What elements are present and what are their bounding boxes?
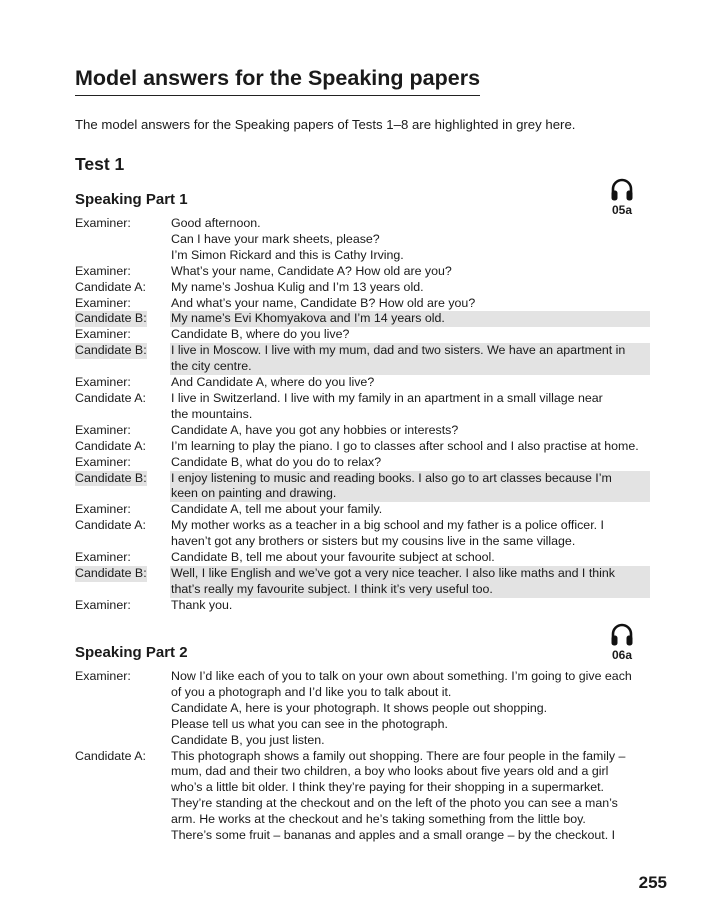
dialogue-line: Candidate A, tell me about your family. bbox=[171, 502, 383, 517]
dialogue-line: There’s some fruit – bananas and apples and a small orange – by the checkout. I bbox=[171, 828, 616, 843]
dialogue-line: the mountains. bbox=[171, 406, 253, 421]
speaker-label: Candidate A: bbox=[75, 438, 146, 453]
dialogue-line: Thank you. bbox=[171, 597, 233, 612]
speaker-label: Examiner: bbox=[75, 295, 131, 310]
speaker-label: Examiner: bbox=[75, 597, 131, 612]
dialogue-line: What’s your name, Candidate A? How old are you? bbox=[171, 263, 452, 278]
speaker-label: Examiner: bbox=[75, 422, 131, 437]
dialogue-line: My mother works as a teacher in a big school and my father is a police officer. I bbox=[171, 518, 604, 533]
dialogue-turn bbox=[75, 280, 650, 296]
dialogue-line: Good afternoon. bbox=[171, 216, 261, 230]
dialogue-line: And Candidate A, where do you live? bbox=[171, 375, 375, 390]
dialogue-line: This photograph shows a family out shopping. There are four people in the family – bbox=[171, 748, 626, 763]
speaker-label: Candidate A: bbox=[75, 518, 146, 533]
dialogue-turn bbox=[75, 264, 650, 280]
dialogue-turn bbox=[75, 518, 650, 550]
highlighted-answer-line: the city centre. bbox=[170, 359, 650, 375]
dialogue-line: arm. He works at the checkout and he’s taking something from the little boy. bbox=[171, 812, 586, 827]
dialogue-line: I live in Switzerland. I live with my family in an apartment in a small village near bbox=[171, 390, 603, 405]
speaker-label: Candidate B: bbox=[75, 565, 147, 580]
dialogue-line: Can I have your mark sheets, please? bbox=[171, 231, 380, 246]
dialogue-line: Candidate B, tell me about your favourite subject at school. bbox=[171, 550, 495, 565]
speaker-label: Candidate A: bbox=[75, 279, 146, 294]
dialogue-line: They’re standing at the checkout and on the left of the photo you can see a man’s bbox=[171, 796, 618, 811]
speaker-label: Examiner: bbox=[75, 669, 131, 683]
dialogue-line: Candidate B, where do you live? bbox=[171, 327, 350, 342]
dialogue-line: who’s a little bit older. I think they’re paying for their shopping in a supermarket. bbox=[171, 780, 604, 795]
highlighted-answer-line: that’s really my favourite subject. I think it’s very useful too. bbox=[170, 582, 650, 598]
dialogue-turn bbox=[75, 669, 650, 749]
dialogue-turn bbox=[75, 216, 650, 264]
speaker-label: Examiner: bbox=[75, 550, 131, 565]
speaker-label: Examiner: bbox=[75, 263, 131, 278]
dialogue-line: I’m Simon Rickard and this is Cathy Irving. bbox=[171, 247, 404, 262]
speaker-label: Candidate A: bbox=[75, 390, 146, 405]
dialogue-line: Now I’d like each of you to talk on your own about something. I’m going to give each bbox=[171, 669, 632, 683]
dialogue-turn bbox=[75, 502, 650, 518]
dialogue-turn bbox=[75, 296, 650, 312]
dialogue-turn bbox=[75, 749, 650, 844]
dialogue-turn bbox=[75, 327, 650, 343]
audio-track-label: 06a bbox=[611, 648, 633, 662]
dialogue-line: haven’t got any brothers or sisters but my cousins live in the same village. bbox=[171, 534, 576, 549]
highlighted-answer-line: I enjoy listening to music and reading books. I also go to art classes because I’m bbox=[170, 471, 650, 487]
speaker-label: Examiner: bbox=[75, 502, 131, 517]
highlighted-answer-line: I live in Moscow. I live with my mum, dad and two sisters. We have an apartment in bbox=[170, 343, 650, 359]
dialogue-turn bbox=[75, 471, 650, 503]
dialogue-turn bbox=[75, 566, 650, 598]
speaker-label: Examiner: bbox=[75, 327, 131, 342]
speaker-label: Examiner: bbox=[75, 375, 131, 390]
speaker-label: Candidate B: bbox=[75, 343, 147, 358]
dialogue-turn bbox=[75, 439, 650, 455]
speaker-label: Candidate B: bbox=[75, 470, 147, 485]
page-number: 255 bbox=[638, 873, 667, 892]
dialogue-line: mum, dad and their two children, a boy who looks about five years old and a girl bbox=[171, 764, 609, 779]
dialogue-line: Candidate A, here is your photograph. It shows people out shopping. bbox=[171, 700, 548, 715]
part1-heading: Speaking Part 1 bbox=[75, 191, 188, 208]
dialogue-line: I’m learning to play the piano. I go to classes after school and I also practise at home. bbox=[171, 438, 639, 453]
dialogue-line: Please tell us what you can see in the photograph. bbox=[171, 716, 448, 731]
dialogue-line: My name’s Joshua Kulig and I’m 13 years old. bbox=[171, 279, 424, 294]
speaker-label: Candidate A: bbox=[75, 748, 146, 763]
dialogue-line: Candidate B, what do you do to relax? bbox=[171, 454, 382, 469]
highlighted-answer-line: Well, I like English and we’ve got a very nice teacher. I also like maths and I think bbox=[170, 566, 650, 582]
dialogue-turn bbox=[75, 343, 650, 375]
dialogue-turn bbox=[75, 423, 650, 439]
dialogue-turn bbox=[75, 455, 650, 471]
highlighted-answer-line: My name’s Evi Khomyakova and I’m 14 years old. bbox=[170, 311, 650, 327]
dialogue-turn bbox=[75, 311, 650, 327]
dialogue-turn bbox=[75, 391, 650, 423]
speaker-label: Examiner: bbox=[75, 454, 131, 469]
page-title: Model answers for the Speaking papers bbox=[75, 66, 480, 96]
dialogue-turn bbox=[75, 598, 650, 614]
part2-dialogue bbox=[75, 669, 650, 844]
speaker-label: Examiner: bbox=[75, 216, 131, 230]
dialogue-line: Candidate A, have you got any hobbies or interests? bbox=[171, 422, 459, 437]
headphones-icon bbox=[607, 622, 637, 648]
dialogue-line: of you a photograph and I’d like you to talk about it. bbox=[171, 684, 452, 699]
dialogue-line: Candidate B, you just listen. bbox=[171, 732, 325, 747]
intro-text: The model answers for the Speaking papers of Tests 1–8 are highlighted in grey here. bbox=[75, 117, 576, 132]
dialogue-turn bbox=[75, 550, 650, 566]
dialogue-turn bbox=[75, 375, 650, 391]
audio-track-label: 05a bbox=[611, 203, 633, 217]
test-heading: Test 1 bbox=[75, 154, 125, 174]
speaker-label: Candidate B: bbox=[75, 311, 147, 326]
part2-heading: Speaking Part 2 bbox=[75, 644, 188, 661]
headphones-icon bbox=[607, 177, 637, 203]
dialogue-line: And what’s your name, Candidate B? How old are you? bbox=[171, 295, 476, 310]
part1-dialogue bbox=[75, 216, 650, 614]
highlighted-answer-line: keen on painting and drawing. bbox=[170, 486, 650, 502]
part1-audio[interactable] bbox=[607, 177, 637, 217]
part2-audio[interactable] bbox=[607, 622, 637, 662]
